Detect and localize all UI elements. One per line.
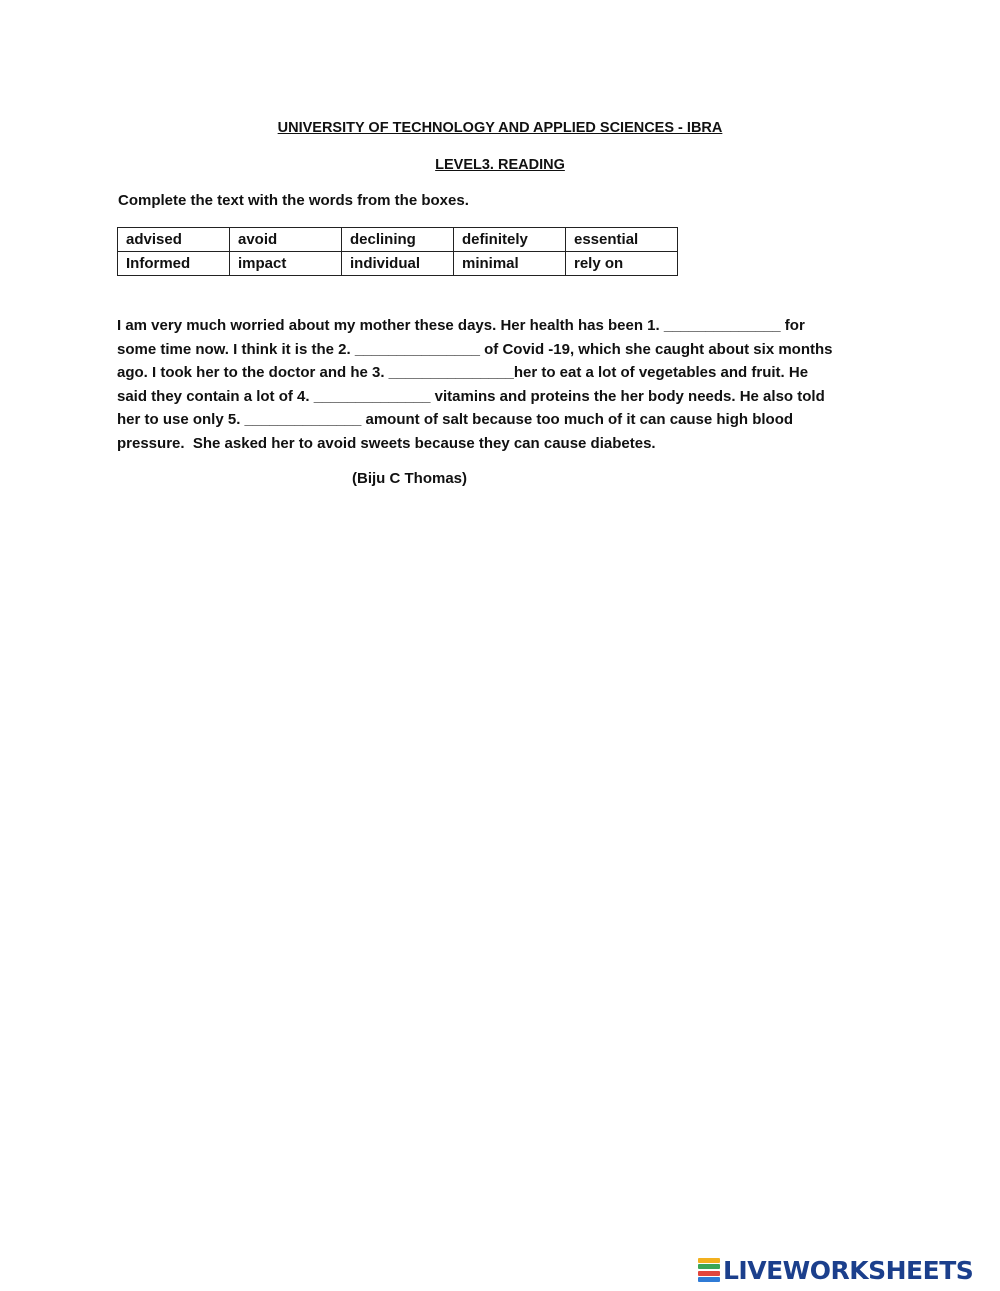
passage-line: I am very much worried about my mother these days. Her health has been 1. ______________ for — [117, 317, 805, 334]
level-title: LEVEL3. READING — [435, 157, 565, 173]
word-box-row — [118, 252, 678, 276]
word-cell: definitely — [454, 228, 566, 252]
word-box-row — [118, 228, 678, 252]
word-box-table — [117, 227, 678, 276]
passage-line: ago. I took her to the doctor and he 3. _______________her to eat a lot of vegetables and fruit. He — [117, 364, 809, 382]
logo-stripe — [698, 1264, 720, 1269]
word-cell: rely on — [566, 252, 678, 276]
passage-line: said they contain a lot of 4. ______________ vitamins and proteins the her body needs. He also told — [117, 387, 825, 405]
passage-line: her to use only 5. ______________ amount of salt because too much of it can cause high blood — [117, 411, 794, 429]
word-cell: declining — [342, 228, 454, 252]
word-cell: individual — [342, 252, 454, 276]
word-cell: Informed — [118, 252, 230, 276]
brand-name: LIVEWORKSHEETS — [723, 1255, 974, 1285]
author-credit: (Biju C Thomas) — [352, 470, 467, 487]
word-cell: minimal — [454, 252, 566, 276]
word-cell: avoid — [230, 228, 342, 252]
liveworksheets-brand — [698, 1256, 973, 1284]
liveworksheets-logo-icon — [698, 1258, 720, 1282]
university-title: UNIVERSITY OF TECHNOLOGY AND APPLIED SCIENCES - IBRA — [277, 120, 723, 136]
logo-stripe — [698, 1277, 720, 1282]
logo-stripe — [698, 1258, 720, 1263]
reading-passage — [117, 314, 877, 456]
word-cell: advised — [118, 228, 230, 252]
passage-line: some time now. I think it is the 2. _______________ of Covid -19, which she caught about six months — [117, 340, 833, 358]
word-cell: impact — [230, 252, 342, 276]
instruction-text: Complete the text with the words from the boxes. — [118, 192, 469, 209]
passage-line: pressure. She asked her to avoid sweets because they can cause diabetes. — [117, 434, 656, 452]
logo-stripe — [698, 1271, 720, 1276]
word-cell: essential — [566, 228, 678, 252]
